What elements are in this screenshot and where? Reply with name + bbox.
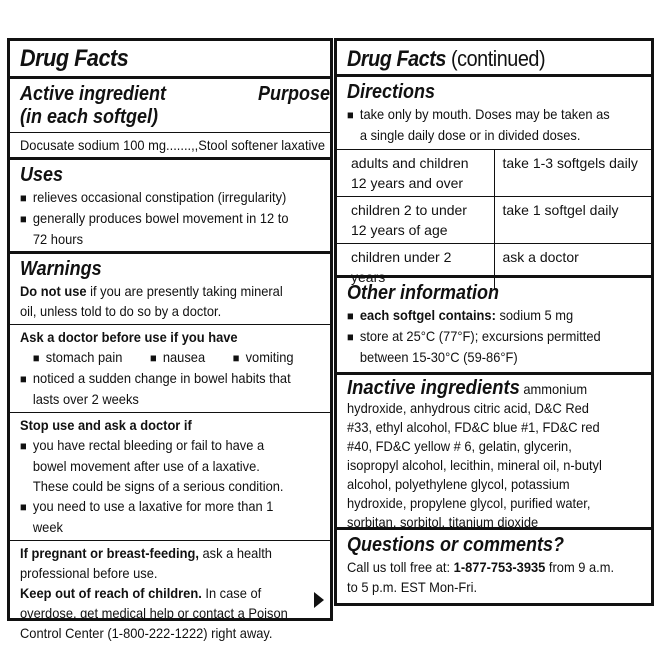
inactive-ingredients-text xyxy=(347,379,617,532)
table-cell-dose: take 1 softgel daily xyxy=(494,197,651,244)
stop-use-heading: Stop use and ask a doctor if xyxy=(20,417,192,433)
ask-item: ■ stomach pain xyxy=(20,349,122,365)
inactive-ingredients-heading: Inactive ingredients xyxy=(347,377,520,399)
ask-item: ■ noticed a sudden change in bowel habits that lasts over 2 weeks xyxy=(20,368,296,409)
active-ingredient-section xyxy=(10,79,330,160)
drug-facts-title-section xyxy=(10,41,330,79)
inactive-ingredients-list: ammonium hydroxide, anhydrous citric acid, D&C Red #33, ethyl alcohol, FD&C blue #1, FD&C red #40, FD&C yellow # 6, gelatin, glycerin, isopropyl alcohol, lecithin, mineral oil, n-butyl alcohol, polyethylene glycol, potassium hydroxide, propylene glycol, purified water, sorbitan, sorbitol, titanium dioxide xyxy=(347,381,602,530)
keep-out-text xyxy=(20,583,296,643)
continued-label: (continued) xyxy=(445,46,546,71)
directions-table xyxy=(337,149,651,290)
other-item: ■ store at 25°C (77°F); excursions permitted between 15-30°C (59-86°F) xyxy=(347,326,617,367)
pregnant-text xyxy=(20,543,296,583)
ask-item: ■ vomiting xyxy=(220,349,294,365)
pregnant-detail: ask a health professional before use. xyxy=(20,545,272,581)
continue-arrow-icon xyxy=(314,592,324,608)
directions-section xyxy=(337,77,651,285)
table-row xyxy=(337,150,651,197)
questions-section xyxy=(337,530,651,601)
directions-heading: Directions xyxy=(347,81,436,103)
drug-facts-continued-label: Drug Facts xyxy=(347,46,446,71)
questions-post: from 9 a.m. to 5 p.m. EST Mon-Fri. xyxy=(347,559,615,595)
phone-number: 1-877-753-3935 xyxy=(453,559,546,575)
keep-out-label: Keep out of reach of children. xyxy=(20,585,202,601)
inactive-ingredients-section xyxy=(337,375,651,530)
table-cell-dose: ask a doctor xyxy=(494,244,651,291)
drug-facts-continued-title-section xyxy=(337,41,651,77)
purpose-heading: Purpose xyxy=(257,83,330,105)
uses-item: ■ relieves occasional constipation (irregularity) xyxy=(20,187,296,208)
ask-doctor-inline-items xyxy=(20,347,296,368)
questions-heading: Questions or comments? xyxy=(347,534,565,556)
keep-out-detail: In case of overdose, get medical help or contact a Poison Control Center (1-800-222-1222) right away. xyxy=(20,585,288,641)
table-cell-who: adults and children 12 years and over xyxy=(337,150,494,197)
pregnant-label: If pregnant or breast-feeding, xyxy=(20,545,199,561)
active-ingredient-heading-2: (in each softgel) xyxy=(20,106,159,128)
divider xyxy=(10,132,330,133)
other-information-heading: Other information xyxy=(347,282,500,304)
drug-facts-panel-right xyxy=(334,38,654,606)
ask-doctor-heading: Ask a doctor before use if you have xyxy=(20,329,238,345)
softgel-contains-label: each softgel contains: xyxy=(359,307,496,323)
active-ingredient-heading: Active ingredient xyxy=(20,83,167,105)
questions-text xyxy=(347,557,617,597)
uses-heading: Uses xyxy=(20,164,64,186)
divider xyxy=(10,540,330,541)
directions-item: ■ take only by mouth. Doses may be taken as a single daily dose or in divided doses. xyxy=(347,104,617,145)
uses-item: ■ generally produces bowel movement in 12 to 72 hours xyxy=(20,208,296,249)
warnings-heading: Warnings xyxy=(20,258,102,280)
divider xyxy=(10,412,330,413)
do-not-use-label: Do not use xyxy=(20,283,87,299)
table-row xyxy=(337,197,651,244)
questions-pre: Call us toll free at: xyxy=(347,559,454,575)
stop-item: ■ you need to use a laxative for more than 1 week xyxy=(20,496,296,537)
warnings-section xyxy=(10,254,330,641)
table-cell-dose: take 1-3 softgels daily xyxy=(494,150,651,197)
table-cell-who: children 2 to under 12 years of age xyxy=(337,197,494,244)
active-ingredient-line: Docusate sodium 100 mg.......,,Stool softener laxative xyxy=(20,137,325,153)
other-item xyxy=(347,305,617,326)
table-cell-who: children under 2 years xyxy=(337,244,494,291)
other-information-section xyxy=(337,278,651,375)
divider xyxy=(10,324,330,325)
do-not-use-detail: if you are presently taking mineral oil, unless told to do so by a doctor. xyxy=(20,283,283,319)
uses-section xyxy=(10,160,330,254)
softgel-contains-detail: sodium 5 mg xyxy=(495,307,574,323)
do-not-use-text xyxy=(20,281,296,321)
stop-item: ■ you have rectal bleeding or fail to have a bowel movement after use of a laxative. These could be signs of a serious condition. xyxy=(20,435,296,496)
drug-facts-panel-left xyxy=(7,38,333,641)
ask-item: ■ nausea xyxy=(137,349,205,365)
drug-facts-continued-title xyxy=(347,45,612,73)
drug-facts-title: Drug Facts xyxy=(20,45,129,72)
